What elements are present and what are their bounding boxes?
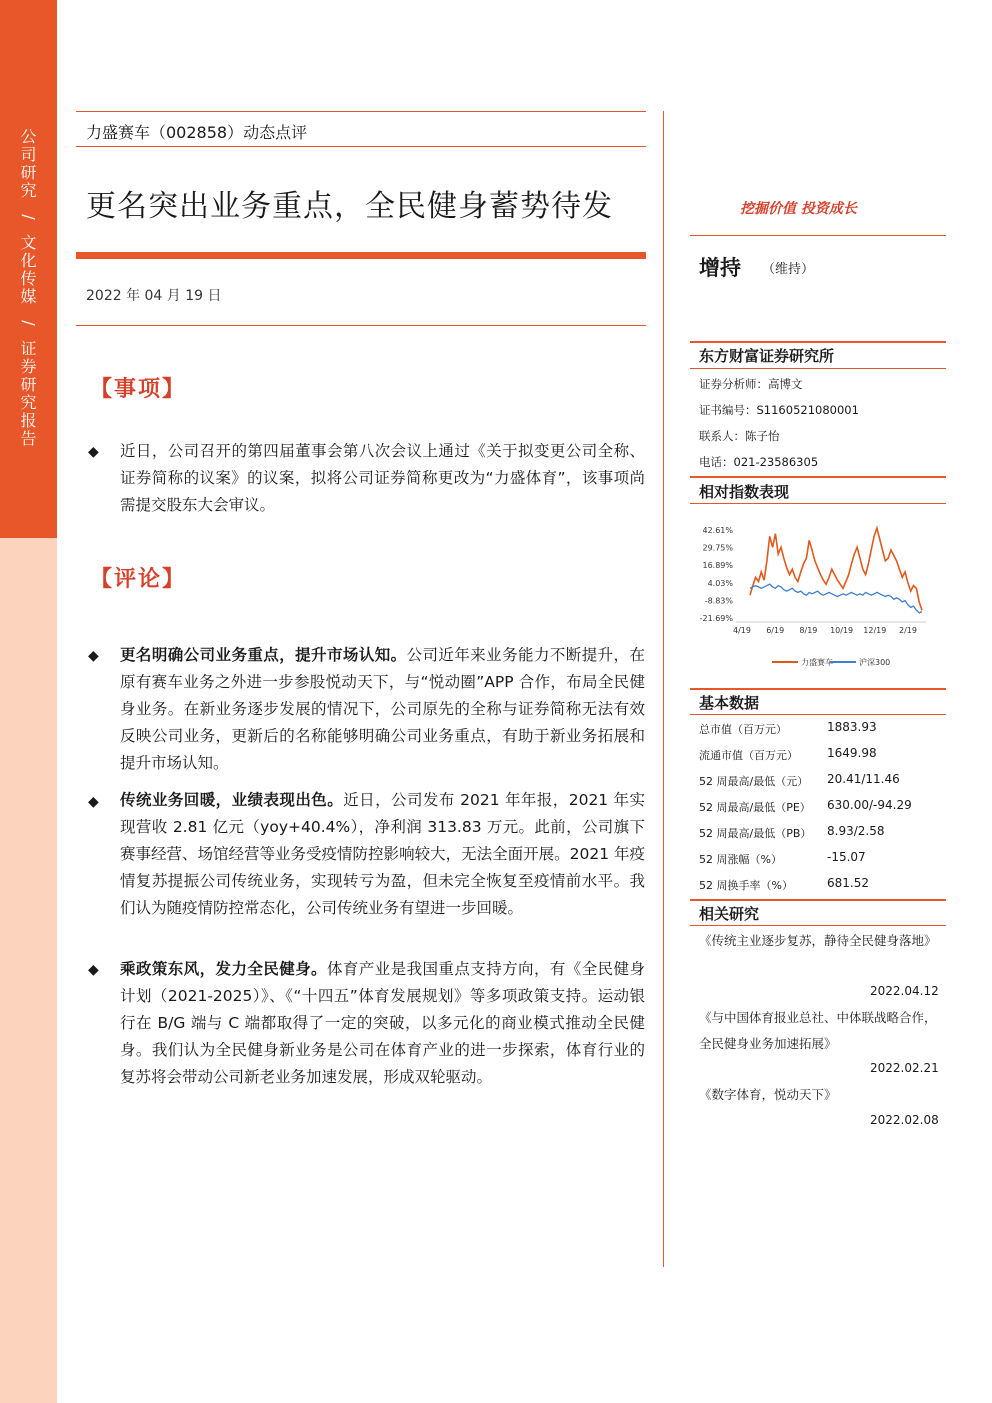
y-tick-label: -21.69% xyxy=(699,614,733,623)
bullet-icon: ◆ xyxy=(88,444,99,460)
x-tick-label: 4/19 xyxy=(733,626,751,635)
comment-heading: 【评论】 xyxy=(90,567,187,592)
x-tick-label: 8/19 xyxy=(799,626,818,635)
contact: 联系人：陈子怡 xyxy=(699,429,780,443)
report-header-box xyxy=(76,111,646,147)
divider xyxy=(690,235,946,236)
sidebar-char: 报 xyxy=(20,411,37,430)
comment-point-1 xyxy=(120,642,645,777)
divider xyxy=(690,476,946,478)
report-title: 更名突出业务重点，全民健身蓄势待发 xyxy=(86,189,613,224)
y-tick-label: -8.83% xyxy=(704,596,733,606)
sidebar-category-label xyxy=(0,128,57,448)
basic-value: 8.93/2.58 xyxy=(827,824,885,838)
column-divider xyxy=(663,111,664,1267)
divider xyxy=(76,325,646,326)
analyst: 证券分析师：高博文 xyxy=(699,377,803,391)
sidebar-group-3 xyxy=(0,340,57,448)
sidebar-char: 究 xyxy=(20,181,37,200)
y-tick-label: 29.75% xyxy=(702,543,733,553)
divider xyxy=(690,925,946,926)
basic-data-heading: 基本数据 xyxy=(699,694,760,712)
sidebar-char: 司 xyxy=(20,145,37,164)
comment-point-2 xyxy=(120,787,645,922)
sidebar-char: 公 xyxy=(20,127,37,146)
bullet-icon: ◆ xyxy=(88,794,99,810)
legend-label: 沪深300 xyxy=(859,658,891,667)
related-report-date: 2022.02.21 xyxy=(870,1061,939,1075)
sidebar-char: 券 xyxy=(20,357,37,376)
related-report-title[interactable]: 《与中国体育报业总社、中体联战略合作，全民健身业务加速拓展》 xyxy=(699,1010,937,1051)
report-subtitle: 力盛赛车（002858）动态点评 xyxy=(86,123,308,142)
sidebar-char: 告 xyxy=(20,429,37,448)
divider xyxy=(690,503,946,504)
sidebar-separator: / xyxy=(19,320,39,326)
relative-performance-chart xyxy=(690,516,946,676)
sidebar-char: 证 xyxy=(20,339,37,358)
x-tick-label: 12/19 xyxy=(863,626,887,635)
rating: 增持 xyxy=(699,256,741,280)
y-tick-label: 4.03% xyxy=(707,578,733,588)
related-report-date: 2022.02.08 xyxy=(870,1113,939,1127)
basic-value: 1883.93 xyxy=(827,720,877,734)
basic-value: -15.07 xyxy=(827,850,866,864)
x-tick-label: 10/19 xyxy=(830,626,854,635)
basic-label: 52 周最高/最低（PE） xyxy=(699,801,811,814)
related-report-date: 2022.04.12 xyxy=(870,984,939,998)
performance-heading: 相对指数表现 xyxy=(699,483,790,501)
basic-label: 52 周最高/最低（PB） xyxy=(699,827,812,840)
sidebar-char: 文 xyxy=(20,233,37,252)
x-tick-label: 6/19 xyxy=(766,626,785,635)
sidebar-char: 究 xyxy=(20,393,37,412)
cert-number: 证书编号：S1160521080001 xyxy=(699,403,859,417)
basic-label: 52 周涨幅（%） xyxy=(699,853,782,866)
basic-value: 630.00/-94.29 xyxy=(827,798,912,812)
point-2-lead: 传统业务回暖，业绩表现出色。 xyxy=(120,791,344,809)
report-date: 2022 年 04 月 19 日 xyxy=(86,288,222,304)
basic-label: 总市值（百万元） xyxy=(699,723,787,736)
event-heading: 【事项】 xyxy=(90,377,187,402)
basic-label: 52 周换手率（%） xyxy=(699,879,793,892)
divider xyxy=(690,688,946,690)
slogan: 挖掘价值 投资成长 xyxy=(740,201,857,217)
divider xyxy=(690,341,946,343)
phone: 电话：021-23586305 xyxy=(699,455,819,469)
series-line-2 xyxy=(750,584,922,613)
basic-label: 流通市值（百万元） xyxy=(699,749,798,762)
institute-name: 东方财富证券研究所 xyxy=(699,347,835,365)
divider xyxy=(690,899,946,901)
basic-value: 20.41/11.46 xyxy=(827,772,900,786)
point-3-body: 体育产业是我国重点支持方向，有《全民健身计划（2021-2025）》、《“十四五”体育发展规划》等多项政策支持。运动银行在 B/G 端与 C 端都取得了一定的突破，以多元化的商业模式推动全民健身。我们认为全民健身新业务是公司在体育产业的进一步探索，体育行业的复苏将会带动公司新老业务加速发展，形成双轮驱动。 xyxy=(120,960,645,1086)
point-1-body: 公司近年来业务能力不断提升，在原有赛车业务之外进一步参股悦动天下，与“悦动圈”APP 合作，布局全民健身业务。在新业务逐步发展的情况下，公司原先的全称与证券简称无法有效反映公司业务，更新后的名称能够明确公司业务重点，有助于新业务拓展和提升市场认知。 xyxy=(120,646,645,772)
sidebar-char: 媒 xyxy=(20,287,37,306)
related-report-title[interactable]: 《传统主业逐步复苏，静待全民健身落地》 xyxy=(699,933,937,948)
bullet-icon: ◆ xyxy=(88,648,99,664)
sidebar-char: 传 xyxy=(20,269,37,288)
rating-note: （维持） xyxy=(762,262,815,277)
x-tick-label: 2/19 xyxy=(899,626,917,635)
performance-chart-svg xyxy=(690,516,946,676)
sidebar-char: 化 xyxy=(20,251,37,270)
divider xyxy=(690,714,946,715)
sidebar-char: 研 xyxy=(20,163,37,182)
sidebar-lower-band xyxy=(0,538,57,1403)
divider xyxy=(690,368,946,369)
basic-value: 681.52 xyxy=(827,876,869,890)
bullet-icon: ◆ xyxy=(88,962,99,978)
point-3-lead: 乘政策东风，发力全民健身。 xyxy=(120,960,327,978)
y-tick-label: 42.61% xyxy=(702,526,733,535)
point-2-body: 近日，公司发布 2021 年年报，2021 年实现营收 2.81 亿元（yoy+40.4%），净利润 313.83 万元。此前，公司旗下赛事经营、场馆经营等业务受疫情防控影响较大，无法全面开展。2021 年疫情复苏提振公司传统业务，实现转亏为盈，但未完全恢复至疫情前水平。我们认为随疫情防控常态化，公司传统业务有望进一步回暖。 xyxy=(120,791,645,917)
event-paragraph: 近日，公司召开的第四届董事会第八次会议上通过《关于拟变更公司全称、证券简称的议案》的议案，拟将公司证券简称更改为“力盛体育”，该事项尚需提交股东大会审议。 xyxy=(120,442,645,514)
point-1-lead: 更名明确公司业务重点，提升市场认知。 xyxy=(120,646,407,664)
related-research-heading: 相关研究 xyxy=(699,905,760,923)
basic-value: 1649.98 xyxy=(827,746,877,760)
legend-label: 力盛赛车 xyxy=(801,658,833,667)
related-report-title[interactable]: 《数字体育，悦动天下》 xyxy=(699,1087,837,1102)
title-underline xyxy=(76,252,646,259)
sidebar-separator: / xyxy=(19,214,39,220)
y-tick-label: 16.89% xyxy=(702,561,733,571)
sidebar-char: 研 xyxy=(20,375,37,394)
comment-point-3 xyxy=(120,956,645,1091)
basic-label: 52 周最高/最低（元） xyxy=(699,775,809,788)
